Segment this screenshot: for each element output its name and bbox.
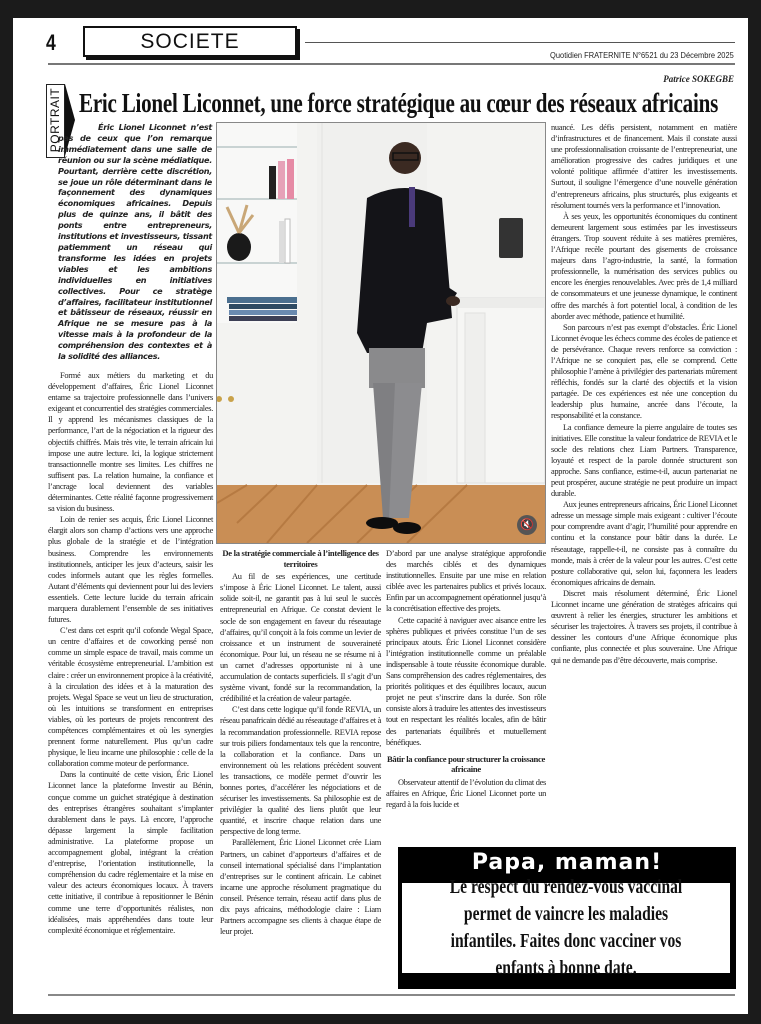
- article-lead: [58, 122, 212, 362]
- portrait-illustration: [217, 123, 545, 543]
- paragraph: Cette capacité à naviguer avec aisance entre les sphères publiques et privées constitue l’un de ses principaux atouts. Éric Lionel Liconnet considère l’intégration institutionnelle comme un préalable indispensable à toute réussite économique durable. Sans compréhension des cadres réglementaires, des priorités politiques et des équilibres locaux, aucun projet ne peut s’inscrire dans la durée. Son rôle consiste alors à traduire les attentes des investisseurs tout en respectant les réalités locales, afin de bâtir des partenariats équilibrés et mutuellement bénéfiques.: [386, 615, 546, 747]
- header-divider: [48, 63, 735, 65]
- article-photo: [216, 122, 546, 544]
- column-2: [220, 548, 381, 937]
- ad-body-box: [402, 876, 730, 979]
- article-headline: Eric Lionel Liconnet, une force stratégique au cœur des réseaux africains: [79, 88, 719, 118]
- paragraph: Parallèlement, Éric Lionel Liconnet crée Liam Partners, un cabinet d’apporteurs d’affaires et de conseil international spécialisé dans l’implantation d’entreprises sur le continent africain. Le cabinet incarne une approche résolument pragmatique du conseil. Présence terrain, réseau actif dans plus de dix pays africains, méthodologie claire : Liam Partners accompagne ses clients à chaque étape de leur projet.: [220, 838, 381, 937]
- paragraph: Aux jeunes entrepreneurs africains, Éric Lionel Liconnet adresse un message simple mais exigeant : cultiver l’écoute pour comprendre avant d’agir, l’humilité pour apprendre en continu et la constance pour bâtir dans la durée. Le réseautage, rappelle-t-il, ne consiste pas à connaître du monde, mais à créer de la valeur pour les autres. C’est cette posture collaborative qui, selon lui, façonnera les leaders économiques africains de demain.: [551, 500, 737, 587]
- paragraph: D’abord par une analyse stratégique approfondie des marchés ciblés et des dynamiques institutionnelles. Ensuite par une mise en relation ciblée avec les partenaires publics et privés locaux. Enfin par un accompagnement opérationnel jusqu’à la concrétisation effective des projets.: [386, 549, 546, 614]
- mute-icon[interactable]: 🔇: [517, 515, 537, 535]
- vaccination-ad: [398, 847, 736, 989]
- paragraph: Formé aux métiers du marketing et du développement d’affaires, Éric Lionel Liconnet entame sa trajectoire professionnelle dans l’univers exigeant et concurrentiel des stratégies commerciales. Il y apprend les mécanismes classiques de la performance, l’art de la négociation et la rigueur des objectifs chiffrés. Mais très vite, le terrain africain lui impose une autre lecture. Ici, la logique strictement transactionnelle montre ses limites. Les chiffres ne suffisent pas. La relation humaine, la confiance et l’ancrage local deviennent des variables déterminantes. Cette réalité façonne progressivement sa vision du business.: [48, 371, 213, 514]
- footer-rule: [48, 994, 735, 996]
- page-number: 4: [46, 30, 56, 55]
- paragraph: Loin de renier ses acquis, Éric Lionel Liconnet élargit alors son champ d’actions vers une approche plus globale de la stratégie et de l’intégration business. Comprendre les environnements institutionnels, anticiper les jeux d’acteurs, saisir les codes informels autant que les règles formelles. Autant d’éléments qui deviennent pour lui des leviers essentiels. Cette lecture lucide du terrain africain marquera durablement l’ensemble de ses initiatives futures.: [48, 515, 213, 625]
- ad-body: Le respect du rendez-vous vaccinal permet de vaincre les maladies infantiles. Faites donc vacciner vos enfants à bonne date.: [449, 876, 683, 979]
- paragraph: Observateur attentif de l’évolution du climat des affaires en Afrique, Éric Lionel Liconnet porte un regard à la fois lucide et: [386, 777, 546, 810]
- paragraph: Son parcours n’est pas exempt d’obstacles. Éric Lionel Liconnet évoque les échecs comme des écoles de patience et de persévérance. Chaque revers renforce sa conviction : l’Afrique ne se conquiert pas, elle se comprend. Cette philosophie l’amène à privilégier des partenariats mûrement réfléchis, fondés sur la clarté des objectifs et la vision partagée. De ces expériences est née une conception du leadership plus humaine, ancrée dans l’écoute, la responsabilité et la constance.: [551, 322, 737, 421]
- column-1: [48, 370, 213, 936]
- author-byline: Patrice SOKEGBE: [663, 74, 734, 84]
- header-rule: [305, 42, 735, 43]
- newspaper-page: [13, 18, 748, 1014]
- lead-paragraph: Éric Lionel Liconnet n’est pas de ceux que l’on remarque immédiatement dans une salle de réunion ou sur la scène médiatique. Pourtant, derrière cette discrétion, se joue un rôle déterminant dans le façonnement des dynamiques économiques africaines. Depuis plus de quinze ans, il bâtit des ponts entre entrepreneurs, institutions et investisseurs, tissant patiemment un réseau qui transforme les idées en projets viables et les ambitions individuelles en initiatives collectives. Pour ce stratège d’affaires, facilitateur institutionnel et bâtisseur de réseaux, réussir en Afrique ne se mesure pas à la vitesse mais à la profondeur de la compréhension des contextes et à la solidité des alliances.: [58, 122, 212, 362]
- section-label: SOCIETE: [83, 26, 297, 57]
- paragraph: Discret mais résolument déterminé, Éric Lionel Liconnet incarne une génération de stratèges africains qui œuvrent à relier les énergies, structurer les ambitions et sécuriser les trajectoires. À travers ses projets, il contribue à dessiner les contours d’une Afrique économique plus confiante, plus connectée et plus souveraine. Une Afrique qui ne demande pas d’être découverte, mais comprise.: [551, 588, 737, 665]
- rubric-label: PORTRAIT: [48, 87, 62, 153]
- paragraph: nuancé. Les défis persistent, notamment en matière d’infrastructures et de financement. Mais il constate aussi une professionnalisation croissante de l’entrepreneuriat, une amélioration progressive des cadres juridiques et une volonté politique affirmée d’attirer les investissements. Surtout, il souligne l’émergence d’une nouvelle génération d’entrepreneurs africains, plus structurés, plus exigeants et résolument tournés vers la performance et l’innovation.: [551, 123, 737, 210]
- column-4: [551, 122, 737, 666]
- column-3: [386, 548, 546, 810]
- paragraph: C’est dans cet esprit qu’il cofonde Wegal Space, un centre d’affaires et de coworking pensé non comme un simple espace de travail, mais comme un véritable écosystème entrepreneurial. L’ambition est claire : créer un environnement propice à la créativité, à la circulation des idées et à la maturation des projets. Wegal Space se veut un lieu de structuration, où les intuitions se transforment en entreprises viables, où les porteurs de projets rencontrent des compétences complémentaires et où les synergies prennent forme naturellement. Plus qu’un cadre physique, le lieu incarne une philosophie : celle de la collaboration comme moteur de performance.: [48, 626, 213, 769]
- paragraph: La confiance demeure la pierre angulaire de toutes ses initiatives. Elle constitue la valeur fondatrice de REVIA et le socle des relations chez Liam Partners. Transparence, loyauté et respect de la parole donnée structurent son approche. Sans confiance, estime-t-il, aucun partenariat ne peut prospérer, aucune stratégie ne peut produire un impact durable.: [551, 422, 737, 499]
- paragraph: C’est dans cette logique qu’il fonde REVIA, un réseau panafricain dédié au réseautage d’affaires et à la recommandation professionnelle. REVIA repose sur trois piliers fondamentaux tels que la rencontre, la collaboration et la confiance. Dans un environnement où les relations précèdent souvent les transactions, ce modèle permet d’ouvrir les bonnes portes, d’accélérer les négociations et de sécuriser les investissements. Sa philosophie est de privilégier la qualité des liens plutôt que leur quantité, et inscrire chaque relation dans une perspective de long terme.: [220, 705, 381, 837]
- subheading: Bâtir la confiance pour structurer la croissance africaine: [386, 753, 546, 775]
- paragraph: Dans la continuité de cette vision, Éric Lionel Liconnet lance la plateforme Investir au Bénin, conçue comme un guichet stratégique à destination des entreprises étrangères souhaitant s’implanter durablement dans le pays. Là encore, l’approche dépasse largement la simple facilitation administrative. La plateforme propose un accompagnement global, intégrant la création d’entreprise, l’orientation institutionnelle, la compréhension du cadre réglementaire et la mise en valeur des acteurs économiques locaux. À travers cette initiative, il contribue à repositionner le Bénin comme une terre d’opportunités réalistes, non idéalisées, mais appréhendées dans toute leur complexité économique et réglementaire.: [48, 770, 213, 935]
- issue-line: Quotidien FRATERNITE N°6521 du 23 Décembre 2025: [550, 50, 734, 60]
- subheading: De la stratégie commerciale à l’intelligence des territoires: [222, 548, 379, 569]
- ad-title: Papa, maman!: [471, 850, 663, 875]
- paragraph: À ses yeux, les opportunités économiques du continent demeurent largement sous estimées par les investisseurs étrangers. Trop souvent réduite à ses matières premières, l’Afrique recèle pourtant des gisements de croissance majeurs dans l’agro-industrie, la santé, la formation professionnelle, la numérisation des services publics ou encore les énergies renouvelables. Avec près de 1,4 milliard de consommateurs et une jeunesse dynamique, le continent offre des marchés à fort potentiel local, à condition de les aborder avec méthode, patience et humilité.: [551, 211, 737, 321]
- paragraph: Au fil de ses expériences, une certitude s’impose à Éric Lionel Liconnet. Le talent, aussi solide soit-il, ne garantit pas à lui seul le succès entrepreneurial en Afrique. Ce constat devient le socle de son engagement en faveur du réseautage d’affaires, qu’il conçoit à la fois comme un levier de croissance et un instrument de souveraineté économique. Pour lui, un réseau ne se résume ni à un carnet d’adresses opportuniste ni à une accumulation de contacts superficiels. Il s’agit d’un système vivant, fondé sur la recommandation, la crédibilité et la création de valeur partagée.: [220, 572, 381, 704]
